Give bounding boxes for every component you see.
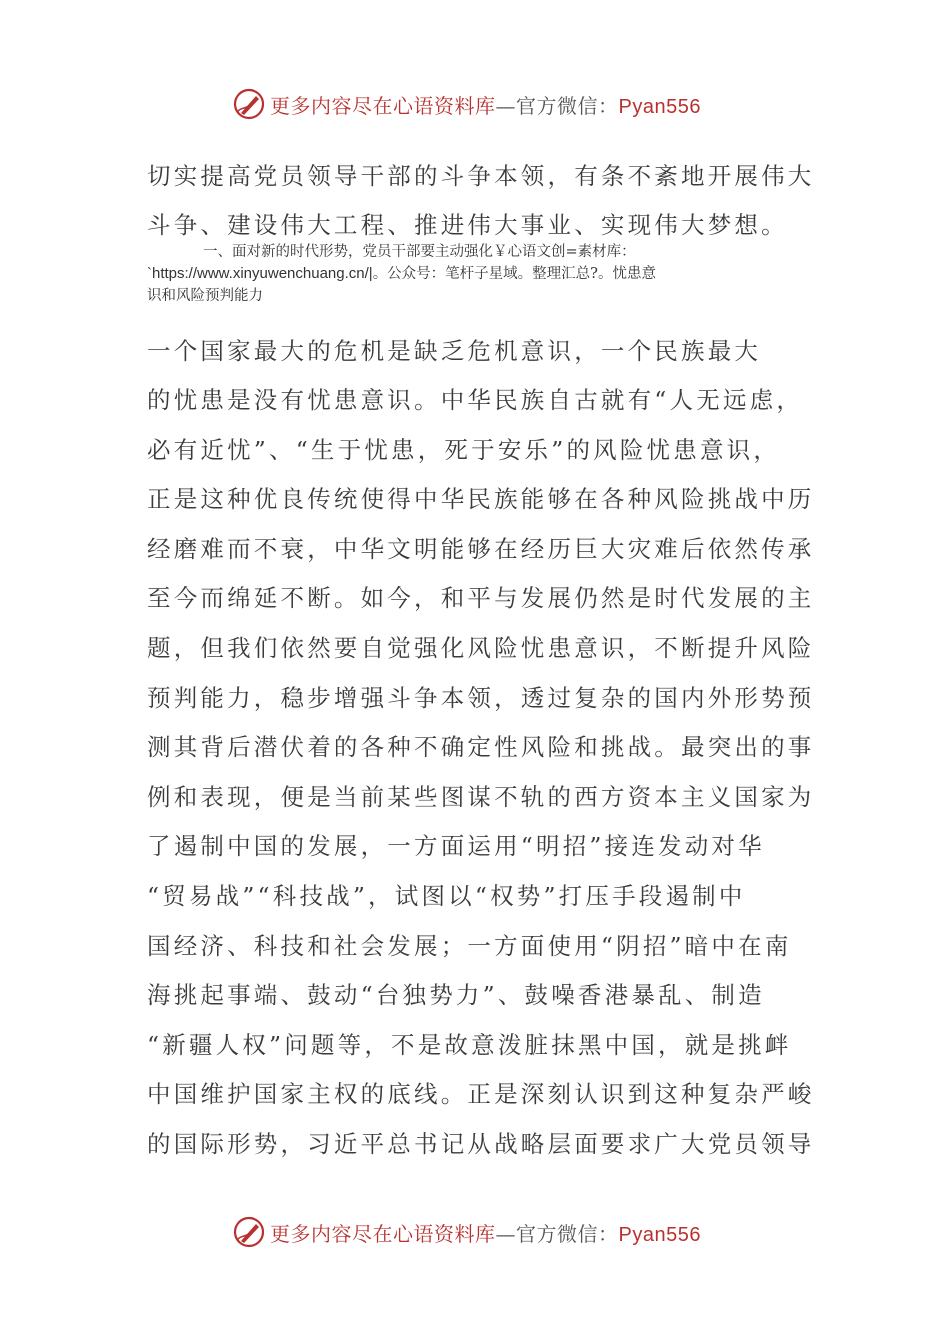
banner-wechat-label: 官方微信：	[516, 93, 619, 118]
heading-line-2	[147, 263, 802, 285]
banner-dash: —	[495, 93, 516, 118]
paragraph-line: 的忧患是没有忧患意识。中华民族自古就有“人无远虑，	[147, 386, 804, 414]
footer-banner	[232, 1212, 701, 1252]
paragraph-line: 的国际形势，习近平总书记从战略层面要求广大党员领导	[147, 1130, 815, 1158]
paragraph-line: “贸易战”“科技战”，试图以“权势”打压手段遏制中	[147, 882, 746, 910]
heading-line-2-text: 。公众号：笔杆子星域。整理汇总?。忧患意	[372, 266, 656, 282]
banner-text	[270, 1218, 701, 1247]
paragraph-line: 正是这种优良传统使得中华民族能够在各种风险挑战中历	[147, 485, 815, 513]
banner-wechat-id: Pyan556	[618, 95, 701, 118]
paragraph-line: 中国维护国家主权的底线。正是深刻认识到这种复杂严峻	[147, 1080, 815, 1108]
paragraph-line: 必有近忧”、“生于忧患，死于安乐”的风险忧患意识，	[147, 436, 781, 464]
paragraph-line: 预判能力，稳步增强斗争本领，透过复杂的国内外形势预	[147, 684, 815, 712]
paragraph-line: 国经济、科技和社会发展；一方面使用“阴招”暗中在南	[147, 932, 792, 960]
heading-line-1: 一、面对新的时代形势，党员干部要主动强化￥心语文创=素材库：	[203, 244, 636, 260]
intro-line: 斗争、建设伟大工程、推进伟大事业、实现伟大梦想。	[147, 211, 788, 239]
header-banner	[232, 84, 701, 124]
banner-wechat-id: Pyan556	[618, 1223, 701, 1246]
banner-text	[270, 90, 701, 119]
heading-line-3: 识和风险预判能力	[147, 288, 263, 304]
banner-main-text: 更多内容尽在心语资料库	[270, 1221, 496, 1246]
paragraph-line: “新疆人权”问题等，不是故意泼脏抹黑中国，就是挑衅	[147, 1031, 792, 1059]
intro-line: 切实提高党员领导干部的斗争本领，有条不紊地开展伟大	[147, 162, 815, 190]
paragraph-line: 一个国家最大的危机是缺乏危机意识，一个民族最大	[147, 337, 762, 365]
section-heading	[147, 241, 802, 307]
paragraph-line: 题，但我们依然要自觉强化风险忧患意识，不断提升风险	[147, 634, 815, 662]
heading-url: `https://www.xinyuwenchuang.cn/|	[147, 265, 373, 282]
banner-main-text: 更多内容尽在心语资料库	[270, 93, 496, 118]
paragraph-line: 例和表现，便是当前某些图谋不轨的西方资本主义国家为	[147, 783, 815, 811]
paragraph-line: 经磨难而不衰，中华文明能够在经历巨大灾难后依然传承	[147, 535, 815, 563]
pen-logo-icon	[232, 87, 266, 121]
paragraph-line: 至今而绵延不断。如今，和平与发展仍然是时代发展的主	[147, 584, 815, 612]
paragraph-line: 测其背后潜伏着的各种不确定性风险和挑战。最突出的事	[147, 733, 815, 761]
banner-wechat-label: 官方微信：	[516, 1221, 619, 1246]
banner-dash: —	[495, 1221, 516, 1246]
pen-logo-icon	[232, 1215, 266, 1249]
paragraph-line: 海挑起事端、鼓动“台独势力”、鼓噪香港暴乱、制造	[147, 981, 765, 1009]
paragraph-line: 了遏制中国的发展，一方面运用“明招”接连发动对华	[147, 832, 765, 860]
